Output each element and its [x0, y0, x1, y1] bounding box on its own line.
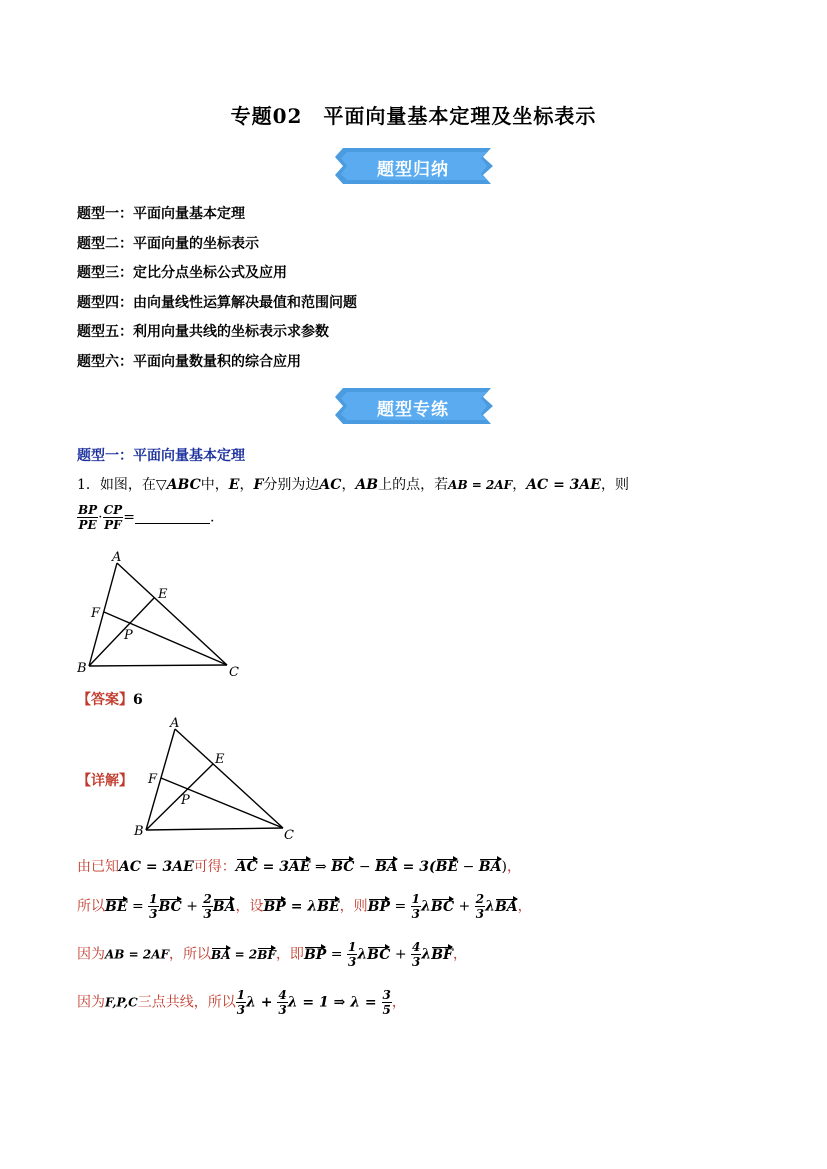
text: 因为 — [77, 946, 105, 963]
problem-statement — [77, 474, 629, 494]
triangle-figure — [77, 548, 252, 683]
numerator: 1 — [347, 940, 357, 954]
answer-label: 【答案】 — [77, 692, 133, 708]
denominator: 5 — [382, 1003, 391, 1017]
point-label-p: P — [181, 793, 190, 808]
point-label: E — [228, 477, 240, 493]
answer-blank — [135, 511, 210, 524]
banner-label: 题型归纳 — [377, 160, 449, 180]
triangle-figure-solution — [133, 712, 308, 847]
vertex-label-b: B — [77, 661, 87, 676]
text: . — [209, 509, 215, 526]
denominator: 3 — [475, 907, 485, 921]
math: = — [326, 946, 347, 963]
vector: BF — [431, 946, 453, 963]
fraction — [411, 940, 421, 969]
math: ) — [501, 859, 507, 875]
vertex-label-a: A — [170, 716, 180, 731]
text: ，即 — [275, 946, 304, 963]
fraction — [411, 892, 421, 921]
topic-item: 题型四：由向量线性运算解决最值和范围问题 — [77, 294, 357, 311]
denominator: 3 — [149, 907, 158, 921]
vector: AE — [289, 859, 311, 875]
math: = — [390, 898, 411, 915]
text: ， — [517, 898, 532, 915]
text: 所以 — [77, 898, 105, 915]
vector: BF — [257, 947, 276, 962]
vector: BC — [367, 946, 391, 963]
lambda: λ — [357, 946, 368, 963]
fraction — [347, 940, 357, 969]
vector: BP — [263, 898, 286, 915]
vertex-label-b: B — [134, 824, 144, 839]
math: λ = 1 ⇒ λ = — [287, 994, 382, 1011]
vector: BA — [375, 859, 398, 875]
text: 三点共线，所以 — [137, 994, 236, 1011]
point-label-f: F — [91, 606, 101, 621]
text: ， — [341, 477, 356, 493]
lambda: λ — [485, 898, 495, 915]
text: 中， — [200, 477, 229, 493]
vector: BE — [105, 898, 128, 915]
math: ⇒ — [310, 859, 332, 875]
math: = 3 — [257, 859, 290, 875]
condition: AC = 3AE — [526, 477, 601, 493]
fraction — [475, 892, 485, 921]
fraction-cp-pf — [103, 503, 124, 532]
vector: BA — [211, 947, 231, 962]
vertex-label-a: A — [112, 550, 122, 565]
point-label: F — [253, 477, 264, 493]
math: − — [354, 859, 376, 875]
text: 上的点，若 — [378, 477, 449, 493]
point-label-e: E — [215, 752, 225, 767]
topic-item: 题型三：定比分点坐标公式及应用 — [77, 265, 287, 282]
dot: · — [98, 509, 103, 526]
point-label-f: F — [148, 772, 158, 787]
lambda: λ — [421, 898, 431, 915]
denominator: 3 — [203, 907, 212, 921]
text: 由已知 — [77, 859, 119, 875]
topic-list — [77, 204, 357, 382]
fraction — [148, 892, 158, 921]
points: F,P,C — [105, 995, 138, 1010]
vector: BA — [212, 898, 236, 915]
vector: AC — [235, 859, 258, 875]
numerator: 1 — [236, 988, 246, 1002]
text: 可得： — [193, 859, 236, 875]
banner-label: 题型专练 — [377, 400, 449, 420]
text: 分别为边 — [263, 477, 320, 493]
condition: AB = 2AF — [448, 478, 513, 492]
text: ，所以 — [169, 946, 212, 963]
text: ， — [391, 994, 406, 1011]
topic-item: 题型二：平面向量的坐标表示 — [77, 235, 259, 252]
vertex-label-c: C — [229, 665, 239, 680]
fraction — [236, 988, 246, 1017]
math: + — [181, 898, 203, 915]
problem-expression — [77, 503, 214, 532]
math: λ + — [246, 994, 278, 1011]
vector: BC — [430, 898, 455, 915]
vector: BP — [303, 946, 327, 963]
section-heading: 题型一：平面向量基本定理 — [77, 448, 245, 464]
vector: BC — [331, 859, 355, 875]
numerator: 2 — [475, 892, 485, 906]
text: ， — [239, 477, 254, 493]
denominator: PE — [78, 518, 97, 532]
text: ，则 — [600, 477, 629, 493]
triangle-symbol: ▽ABC — [155, 477, 201, 493]
text: ， — [506, 859, 521, 875]
vector: BP — [367, 898, 391, 915]
topic-item: 题型六：平面向量数量积的综合应用 — [77, 353, 301, 370]
numerator: 2 — [203, 892, 212, 906]
vector: BA — [478, 859, 502, 875]
numerator: 4 — [412, 940, 421, 954]
denominator: 3 — [278, 1003, 287, 1017]
section-banner-induction — [333, 146, 493, 186]
text: ，设 — [235, 898, 264, 915]
text: 因为 — [77, 994, 105, 1011]
fraction — [277, 988, 287, 1017]
vector: BE — [317, 898, 340, 915]
topic-item: 题型五：利用向量共线的坐标表示求参数 — [77, 324, 329, 341]
math: = — [127, 898, 149, 915]
page-title: 专题02 平面向量基本定理及坐标表示 — [230, 104, 597, 128]
text: ，则 — [339, 898, 368, 915]
math: + — [390, 946, 412, 963]
text: ， — [453, 946, 467, 963]
math: = 2 — [230, 947, 258, 962]
condition: AC = 3AE — [119, 859, 194, 875]
fraction — [382, 988, 392, 1017]
segment-label: AC — [319, 477, 342, 493]
math: + — [454, 898, 475, 915]
vector: BE — [435, 859, 459, 875]
solution-line-1 — [77, 856, 521, 876]
math: = λ — [285, 898, 318, 915]
condition: AB = 2AF — [105, 947, 170, 962]
solution-line-3 — [77, 940, 467, 969]
denominator: 3 — [236, 1003, 246, 1017]
text: ， — [512, 477, 527, 493]
equals: = — [123, 509, 135, 526]
lambda: λ — [421, 946, 432, 963]
vector: BC — [158, 898, 182, 915]
denominator: 3 — [412, 955, 421, 969]
numerator: CP — [103, 503, 123, 517]
fraction-bp-pe — [77, 503, 98, 532]
point-label-p: P — [124, 628, 133, 643]
denominator: 3 — [411, 907, 421, 921]
math: = 3( — [397, 859, 436, 875]
section-banner-practice — [333, 386, 493, 426]
topic-item: 题型一：平面向量基本定理 — [77, 206, 245, 222]
fraction — [202, 892, 212, 921]
answer-value: 6 — [133, 692, 143, 708]
segment-label: AB — [355, 477, 379, 493]
denominator: PF — [104, 518, 122, 532]
vertex-label-c: C — [284, 828, 294, 843]
numerator: 3 — [382, 988, 391, 1002]
point-label-e: E — [158, 587, 168, 602]
numerator: BP — [78, 503, 98, 517]
denominator: 3 — [347, 955, 357, 969]
problem-number: 1．如图，在 — [77, 477, 156, 493]
solution-line-2 — [77, 892, 532, 921]
numerator: 4 — [278, 988, 287, 1002]
solution-line-4 — [77, 988, 406, 1017]
numerator: 1 — [411, 892, 421, 906]
answer-line — [77, 689, 143, 709]
vector: BA — [494, 898, 518, 915]
detail-label: 【详解】 — [77, 773, 133, 789]
math: − — [458, 859, 479, 875]
numerator: 1 — [149, 892, 158, 906]
